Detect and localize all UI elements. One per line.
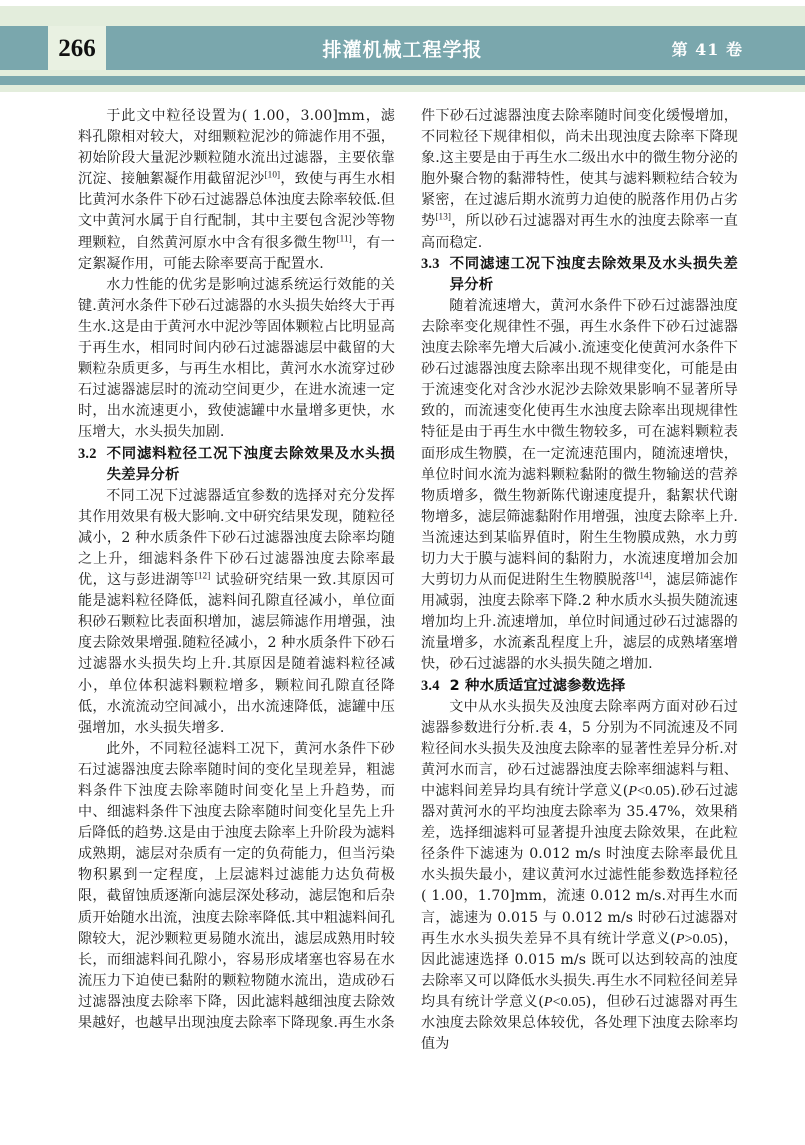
paragraph-segment-4: )，但砂石过滤器对再生水浊度去除效果总体较优，各处理下浊度去除率均值为 bbox=[421, 993, 738, 1053]
paragraph-text: 随着流速增大，黄河水条件下砂石过滤器浊度去除率变化规律性不强，再生水条件下砂石过滤器浊度去除率先增大后减小.流速变化使黄河水条件下砂石过滤器浊度去除率出现不规律变化，可能是由于流速变化对含沙水泥沙去除效果影响不显著所导致的，而流速变化使再生水浊度去除率出现规律性特征是由于再生水中微生物较多，可在滤料颗粒表面形成生物膜，在一定流速范围内，随流速增快，单位时间水流为滤料颗粒黏附的微生物输送的营养物质增多，微生物新陈代谢速度提升，黏絮状代谢物增多，滤层筛滤黏附作用增强，浊度去除率上升.当流速达到某临界值时，附生生物膜成熟，水力剪切力大于膜与滤料间的黏附力，水流速度增加会加大剪切力从而促进附生生物膜脱落[14]，滤层筛滤作用减弱，浊度去除率下降.2 种水质水头损失随流速增加均上升.流速增加，单位时间通过砂石过滤器的流量增多，水流紊乱程度上升，滤层的成熟堵塞增快，砂石过滤器的水头损失随之增加. bbox=[421, 297, 738, 673]
paragraph-text: 于此文中粒径设置为( 1.00，3.00]mm，滤料孔隙相对较大，对细颗粒泥沙的筛滤作用不强，初始阶段大量泥沙颗粒随水流出过滤器，主要依靠沉淀、接触絮凝作用截留泥沙[10]，致使与再生水相比黄河水条件下砂石过滤器总体浊度去除率较低.但文中黄河水属于自行配制，其中主要包含泥沙等物理颗粒，自然黄河原水中含有很多微生物[11]，有一定絮凝作用，可能去除率要高于配置水. bbox=[78, 108, 395, 272]
section-heading-3-4 bbox=[421, 676, 738, 697]
paragraph-turbidity-time-variation bbox=[78, 739, 395, 1034]
paragraph-text: 件下砂石过滤器浊度去除率随时间变化缓慢增加，不同粒径下规律相似，尚未出现浊度去除率下降现象.这主要是由于再生水二级出水中的微生物分泌的胞外聚合物的黏滞特性，使其与滤料颗粒结合较为紧密，在过滤后期水流剪力迫使的脱落作用仍占劣势[13]，所以砂石过滤器对再生水的浊度去除率一直高而稳定. bbox=[421, 108, 739, 251]
journal-title: 排灌机械工程学报 bbox=[322, 38, 483, 61]
paragraph-text: 水力性能的优劣是影响过滤系统运行效能的关键.黄河水条件下砂石过滤器的水头损失始终大于再生水.这是由于黄河水中泥沙等固体颗粒占比明显高于再生水，相同时间内砂石过滤器滤层中截留的大颗粒杂质更多，与再生水相比，黄河水水流穿过砂石过滤器滤层时的流动空间更少，在进水流速一定时，出水流速更小，致使滤罐中水量增多更快，水压增大，水头损失加剧. bbox=[78, 276, 395, 441]
section-number: 3.4 bbox=[421, 677, 440, 694]
paragraph-segment-1: 文中从水头损失及浊度去除率两方面对砂石过滤器参数进行分析.表 4，5 分别为不同流速及不同粒径间水头损失及浊度去除率的显著性差异分析.对黄河水而言，砂石过滤器浊度去除率细滤料与粗、中滤料间差异均具有统计学意义( bbox=[421, 698, 738, 799]
p-value-symbol-2: P bbox=[675, 930, 685, 947]
paragraph-filter-media-size-analysis bbox=[78, 486, 395, 739]
section-number: 3.2 bbox=[78, 445, 97, 462]
reference-marker[interactable]: [12] bbox=[194, 570, 211, 581]
paragraph-text: 不同工况下过滤器适宜参数的选择对充分发挥其作用效果有极大影响.文中研究结果发现，随粒径减小，2 种水质条件下砂石过滤器浊度去除率均随之上升，细滤料条件下砂石过滤器浊度去除率最优，这与彭进湖等[12] 试验研究结果一致.其原因可能是滤料粒径降低，滤料间孔隙直径减小，单位面积砂石颗粒比表面积增加，滤层筛滤作用增强，浊度去除效果增强.随粒径减小，2 种水质条件下砂石过滤器水头损失均上升.其原因是随着滤料粒径减小，单位体积滤料颗粒增多，颗粒间孔隙直径降低，水流流动空间减小，出水流速降低，滤罐中压强增加，水头损失增多. bbox=[78, 487, 395, 736]
paragraph-filtration-velocity-analysis bbox=[421, 296, 738, 676]
volume-label: 第 41 卷 bbox=[671, 39, 743, 59]
paragraph-segment-3: )，因此滤速选择 0.015 m/s 既可以达到较高的浊度去除率又可以降低水头损失.再生水不同粒径间差异均具有统计学意义( bbox=[421, 930, 738, 1010]
section-heading-3-3 bbox=[421, 254, 738, 296]
paragraph-segment-2: ).砂石过滤器对黄河水的平均浊度去除率为 35.47%，效果稍差，选择细滤料可显著提升浊度去除效果，在此粒径条件下滤速为 0.012 m/s 时浊度去除率最优且水头损失最小，建议黄河水过滤性能参数选择粒径( 1.00，1.70]mm，流速 0.012 m/s.对再生水而言，滤速为 0.015 与 0.012 m/s 时砂石过滤器对再生水水头损失差异不具有统计学意义( bbox=[421, 783, 739, 947]
page-number: 266 bbox=[58, 34, 96, 62]
page-number-box bbox=[48, 26, 106, 70]
reference-marker[interactable]: [11] bbox=[336, 232, 352, 243]
page-header bbox=[0, 6, 805, 92]
header-rule bbox=[0, 76, 805, 85]
p-value-3: <0.05 bbox=[552, 993, 586, 1010]
section-number: 3.3 bbox=[421, 255, 440, 272]
section-heading-3-2 bbox=[78, 444, 395, 486]
p-value-symbol-1: P bbox=[628, 783, 638, 799]
paragraph-hydraulic-performance bbox=[78, 275, 395, 444]
right-column bbox=[421, 106, 738, 1081]
reference-marker[interactable]: [14] bbox=[636, 570, 652, 581]
body-columns bbox=[78, 106, 738, 1081]
p-value-1: <0.05 bbox=[637, 783, 671, 799]
reference-marker[interactable]: [13] bbox=[435, 211, 452, 222]
paragraph-reclaimed-water-continuation bbox=[421, 106, 738, 254]
paragraph-text: 此外，不同粒径滤料工况下，黄河水条件下砂石过滤器浊度去除率随时间的变化呈现差异，粗滤料条件下浊度去除率随时间变化呈上升趋势，而中、细滤料条件下浊度去除率随时间变化呈先上升后降低的趋势.这是由于浊度去除率上升阶段为滤料成熟期，滤层对杂质有一定的负荷能力，但当污染物积累到一定程度，上层滤料过滤能力达负荷极限，截留蚀质逐渐向滤层深处移动，滤层饱和后杂质开始随水出流，浊度去除率降低.其中粗滤料间孔隙较大，泥沙颗粒更易随水流出，滤层成熟用时较长，而细滤料间孔隙小，容易形成堵塞也容易在水流压力下迫使已黏附的颗粒物随水流出，造成砂石过滤器浊度去除率下降，因此滤料越细浊度去除效果越好，也越早出现浊度去除率下降现象.再生水条 bbox=[78, 740, 395, 1032]
section-title: 2 种水质适宜过滤参数选择 bbox=[449, 677, 626, 694]
paragraph-continuation-particle-size bbox=[78, 106, 395, 275]
section-title: 不同滤料粒径工况下浊度去除效果及水头损失差异分析 bbox=[106, 445, 395, 483]
volume-label-container bbox=[672, 26, 743, 70]
left-column bbox=[78, 106, 395, 1081]
p-value-symbol-3: P bbox=[543, 993, 553, 1010]
reference-marker[interactable]: [10] bbox=[264, 169, 281, 180]
paragraph-suitable-parameter-selection bbox=[421, 697, 738, 1056]
p-value-2: >0.05 bbox=[684, 930, 718, 947]
section-title: 不同滤速工况下浊度去除效果及水头损失差异分析 bbox=[449, 255, 738, 293]
